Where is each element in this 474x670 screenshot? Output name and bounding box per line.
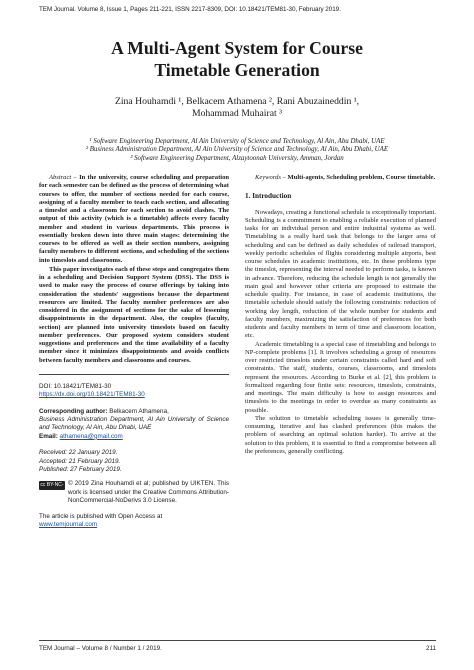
- affiliation-1: ¹ Software Engineering Department, Al Ain University of Science and Technology, Al Ain, Abu Dhabi, UAE: [89, 138, 385, 145]
- accepted-date: Accepted: 21 February 2019.: [39, 457, 121, 465]
- email-label: Email:: [39, 432, 58, 440]
- keywords-text: Multi-agents, Scheduling problem, Course timetable.: [285, 174, 436, 181]
- received-date: Received: 22 January 2019.: [39, 449, 118, 457]
- corresponding-affiliation: Business Administration Department, Al Ain University of Science and Technology, Al Ain, Abu Dhabi, UAE: [39, 415, 229, 432]
- affiliation-3: ³ Software Engineering Department, Alzaytoonah University, Amman, Jordan: [130, 154, 344, 162]
- open-access-text: The article is published with Open Access at: [39, 512, 163, 520]
- abstract-paragraph-2: This paper investigates each of these steps and congregates them in a scheduling and Decision Support System (DSS). The DSS is used to make easy the process of course offerings by taking into consideration the students' suggestions because the department resources are limited. The faculty member preferences are also considered in the assignment of sections for the sake of lessening disappointments in the department. Also, the couples (faculty, section) are planned into university timeslots based on faculty member preferences. Our proposed system considers student suggestions and preferences and the time availability of a faculty member since it minimizes disappointments and avoids conflicts between faculty members and classrooms and courses.: [39, 265, 229, 364]
- corresponding-name: Belkacem Athamena,: [107, 407, 169, 415]
- license-block: [39, 480, 229, 505]
- paper-title: [20, 37, 454, 81]
- doi-link[interactable]: https://dx.doi.org/10.18421/TEM81-30: [39, 391, 145, 399]
- author-list: [20, 96, 454, 120]
- intro-paragraph-3: The solution to timetable scheduling issues is generally time-consuming, iterative and has clashed preferences (this makes the problem of searching an optimal solution harder). To arrive at the solution to this problem, it is essential to find a compromise between all the preferences, generally conflicting.: [245, 414, 436, 455]
- page-number: 211: [425, 645, 436, 652]
- keywords-label: Keywords –: [255, 174, 286, 181]
- abstract-paragraph-1: [39, 174, 229, 265]
- published-date: Published: 27 February 2019.: [39, 466, 122, 473]
- footer-rule: [39, 640, 436, 641]
- journal-header: TEM Journal. Volume 8, Issue 1, Pages 211-221, ISSN 2217-8309, DOI: 10.18421/TEM81-30, February 2019.: [39, 6, 341, 13]
- section-heading-introduction: 1. Introduction: [245, 192, 292, 201]
- cc-license-badge: cc BY-NC-ND: [40, 482, 64, 498]
- footer-journal: TEM Journal – Volume 8 / Number 1 / 2019.: [39, 645, 162, 652]
- left-column: [39, 174, 229, 529]
- abstract-text-1: In the university, course scheduling and preparation for each semester can be defined as the process of determining what courses to offer, the number of sections needed for each course, assigning of a faculty member to teach each section, and allocating a timeslot and a classroom for each section to avoid clashes. The output of this activity (which is a timetable) affects every faculty member and student in various departments. This process is essentially broken down into three main stages: determining the courses to be offered as well as their section numbers, assigning faculty members to different sections, and scheduling of the sections into timeslots and classrooms.: [39, 174, 229, 264]
- journal-site-link[interactable]: www.temjournal.com: [39, 521, 98, 529]
- corresponding-label: Corresponding author:: [39, 407, 108, 415]
- intro-paragraph-1: Nowadays, creating a functional schedule is exceptionally important. Scheduling is a commitment to enabling a reliable execution of planned tasks for an individual person and entire industrial systems as well. Timetabling is a really hard task that belongs to the larger area of scheduling and can be defined as daily schedules of railroad transport, weekly periodic schedules of flights considering multiple airports, best course schedules in academic institutions, etc. In these problems type the timeslot, representing the interval needed to perform tasks, is known in advance. Therefore, reducing the schedule length is not generally the main goal and however other criteria are proposed to estimate the schedule quality. For instance, in case of academic institutions, the timetable schedule should satisfy the following constraints: reduction of working day length, reduction of the whole number for students and faculty members, maximizing the satisfaction of preferences for both students and faculty members in term of time and classroom location, etc.: [245, 208, 436, 340]
- article-metadata: [39, 383, 229, 530]
- authors-line-1: Zina Houhamdi ¹, Belkacem Athamena ², Rani Abuzaineddin ¹,: [114, 96, 360, 107]
- email-link[interactable]: athamena@gmail.com: [59, 432, 123, 440]
- keywords: [245, 174, 436, 182]
- title-line-2: Timetable Generation: [154, 60, 320, 80]
- license-text: © 2019 Zina Houhamdi et al; published by UIKTEN. This work is licensed under the Creative Commons Attribution-NonCommercial-NoDerivs 3.0 License.: [68, 480, 229, 505]
- authors-line-2: Mohammad Muhairat ³: [191, 108, 283, 119]
- intro-paragraph-2: Academic timetabling is a special case of timetabling and belongs to NP-complete problems [1]. It involves scheduling a group of resources over restricted timeslots under certain constraints called hard and soft constraints. The staff, students, courses, classrooms, and timeslots represent the resources. According to Burke et al. [2], this problem is formalized regarding four finite sets: resources, timeslots, constraints, and meetings. The main difficulty is how to assign resources and timeslots to the meetings in order to overdue as many constraints as possible.: [245, 340, 436, 414]
- meta-divider: [39, 374, 229, 375]
- affiliations: [20, 138, 454, 163]
- page-footer: [39, 645, 436, 652]
- abstract-label: Abstract –: [49, 174, 77, 181]
- affiliation-2: ² Business Administration Department, Al Ain University of Science and Technology, Al Ain, Abu Dhabi, UAE: [85, 146, 389, 154]
- right-column: [245, 174, 436, 456]
- doi-text: DOI: 10.18421/TEM81-30: [39, 382, 112, 390]
- title-line-1: A Multi-Agent System for Course: [111, 38, 363, 58]
